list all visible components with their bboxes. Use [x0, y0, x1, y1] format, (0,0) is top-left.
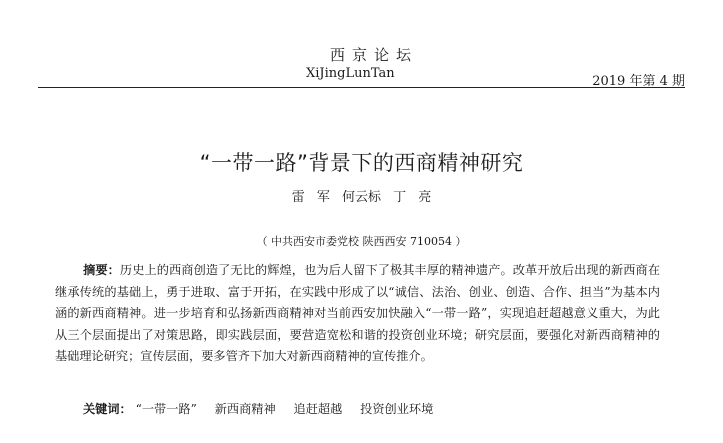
issue-number: 2019 年第 4 期 — [592, 74, 685, 89]
keywords — [83, 400, 447, 417]
article-title: “一带一路”背景下的西商精神研究 — [199, 151, 524, 175]
keyword: 新西商精神 — [214, 402, 276, 416]
keyword: 追赶超越 — [293, 402, 343, 416]
abstract — [55, 260, 660, 368]
author-name: 雷 军 — [291, 190, 330, 205]
abstract-text: 历史上的西商创造了无比的辉煌，也为后人留下了极其丰厚的精神遗产。改革开放后出现的新西商在继承传统的基础上，勇于进取、富于开拓，在实践中形成了以“诚信、法治、创业、创造、合作、担当”为基本内涵的新西商精神。进一步培育和弘扬新西商精神对当前西安加快融入“一带一路”，实现追赶超越意义重大，为此从三个层面提出了对策思路，即实践层面，要营造宽松和谐的投资创业环境；研究层面，要强化对新西商精神的基础理论研究；宣传层面，要多管齐下加大对新西商精神的宣传推介。 — [55, 263, 661, 364]
keyword: 投资创业环境 — [360, 402, 434, 416]
abstract-label: 摘要： — [83, 263, 120, 277]
keyword: “一带一路” — [135, 402, 197, 416]
affiliation: （ 中共西安市委党校 陕西西安 710054 ） — [256, 235, 467, 248]
author-name: 何云标 — [341, 190, 381, 205]
journal-pinyin: XiJingLunTan — [306, 66, 395, 81]
keywords-label: 关键词： — [83, 402, 132, 416]
header-rule — [38, 87, 685, 88]
author-name: 丁 亮 — [393, 190, 432, 205]
journal-name: 西京论坛 — [330, 46, 419, 64]
author-list — [0, 186, 723, 205]
